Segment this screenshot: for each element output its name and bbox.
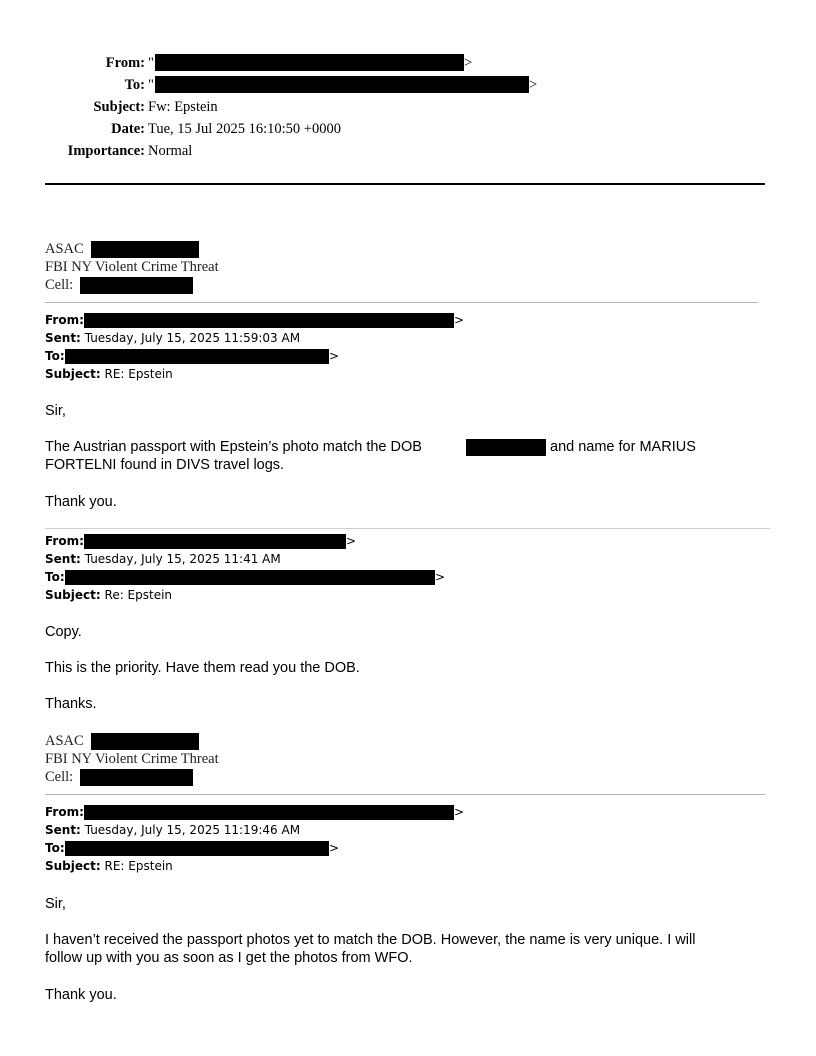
email3-to: To: bbox=[45, 841, 65, 855]
redaction-box bbox=[84, 313, 454, 328]
email3-to-gt: > bbox=[329, 841, 340, 855]
redaction-box bbox=[80, 277, 193, 294]
email3-greeting: Sir, bbox=[45, 896, 66, 912]
signature-title: ASAC bbox=[45, 241, 84, 257]
redaction-box bbox=[84, 805, 454, 820]
header-from-label: From: bbox=[105, 55, 145, 71]
redaction-box bbox=[84, 534, 346, 549]
header-subject-label: Subject: bbox=[93, 99, 145, 115]
header-to-quote: " bbox=[148, 77, 154, 93]
signature-title: ASAC bbox=[45, 733, 84, 749]
email1-greeting: Sir, bbox=[45, 403, 66, 419]
header-date-label: Date: bbox=[111, 121, 145, 137]
email2-sent: Sent: Tuesday, July 15, 2025 11:41 AM bbox=[45, 552, 281, 566]
header-to-gt: > bbox=[529, 77, 538, 93]
email2-line3: Thanks. bbox=[45, 696, 97, 712]
email1-to-gt: > bbox=[329, 349, 340, 363]
email1-sent: Sent: Tuesday, July 15, 2025 11:59:03 AM bbox=[45, 331, 301, 345]
email1-to: To: bbox=[45, 349, 65, 363]
email2-line2: This is the priority. Have them read you the DOB. bbox=[45, 660, 360, 676]
email2-subject: Subject: Re: Epstein bbox=[45, 588, 173, 602]
email-divider bbox=[45, 302, 758, 303]
email2-from: From: bbox=[45, 534, 84, 548]
email3-closing: Thank you. bbox=[45, 987, 117, 1003]
header-importance-value: Normal bbox=[148, 143, 193, 159]
email2-to-gt: > bbox=[435, 570, 446, 584]
email-divider bbox=[45, 794, 765, 795]
email3-subject: Subject: RE: Epstein bbox=[45, 859, 173, 873]
email3-body-line2: follow up with you as soon as I get the photos from WFO. bbox=[45, 950, 413, 966]
header-date-value: Tue, 15 Jul 2025 16:10:50 +0000 bbox=[148, 121, 341, 137]
header-to-label: To: bbox=[124, 77, 145, 93]
email1-from-gt: > bbox=[454, 313, 465, 327]
email3-body-line1: I haven’t received the passport photos yet to match the DOB. However, the name is very unique. I will bbox=[45, 932, 696, 948]
email2-from-gt: > bbox=[346, 534, 357, 548]
redaction-box bbox=[155, 76, 529, 93]
redaction-box bbox=[65, 841, 329, 856]
email2-to: To: bbox=[45, 570, 65, 584]
redaction-box bbox=[65, 570, 435, 585]
email3-from: From: bbox=[45, 805, 84, 819]
redaction-box bbox=[466, 439, 546, 456]
email1-body-part2: and name for MARIUS bbox=[550, 439, 696, 455]
header-subject-value: Fw: Epstein bbox=[148, 99, 218, 115]
email1-from: From: bbox=[45, 313, 84, 327]
email3-sent: Sent: Tuesday, July 15, 2025 11:19:46 AM bbox=[45, 823, 301, 837]
redaction-box bbox=[155, 54, 464, 71]
email1-subject: Subject: RE: Epstein bbox=[45, 367, 173, 381]
signature-cell-label: Cell: bbox=[45, 277, 74, 293]
header-from-quote: " bbox=[148, 55, 154, 71]
redaction-box bbox=[91, 733, 199, 750]
email1-closing: Thank you. bbox=[45, 494, 117, 510]
email1-body-part1: The Austrian passport with Epstein’s photo match the DOB bbox=[45, 439, 422, 455]
redaction-box bbox=[80, 769, 193, 786]
signature-org: FBI NY Violent Crime Threat bbox=[45, 751, 219, 767]
email1-body-line2: FORTELNI found in DIVS travel logs. bbox=[45, 457, 285, 473]
signature-cell-label: Cell: bbox=[45, 769, 74, 785]
email2-line1: Copy. bbox=[45, 624, 82, 640]
header-divider bbox=[45, 183, 765, 185]
redaction-box bbox=[91, 241, 199, 258]
email-divider bbox=[45, 528, 770, 529]
header-importance-label: Importance: bbox=[67, 143, 145, 159]
email3-from-gt: > bbox=[454, 805, 465, 819]
signature-org: FBI NY Violent Crime Threat bbox=[45, 259, 219, 275]
header-from-gt: > bbox=[464, 55, 473, 71]
redaction-box bbox=[65, 349, 329, 364]
